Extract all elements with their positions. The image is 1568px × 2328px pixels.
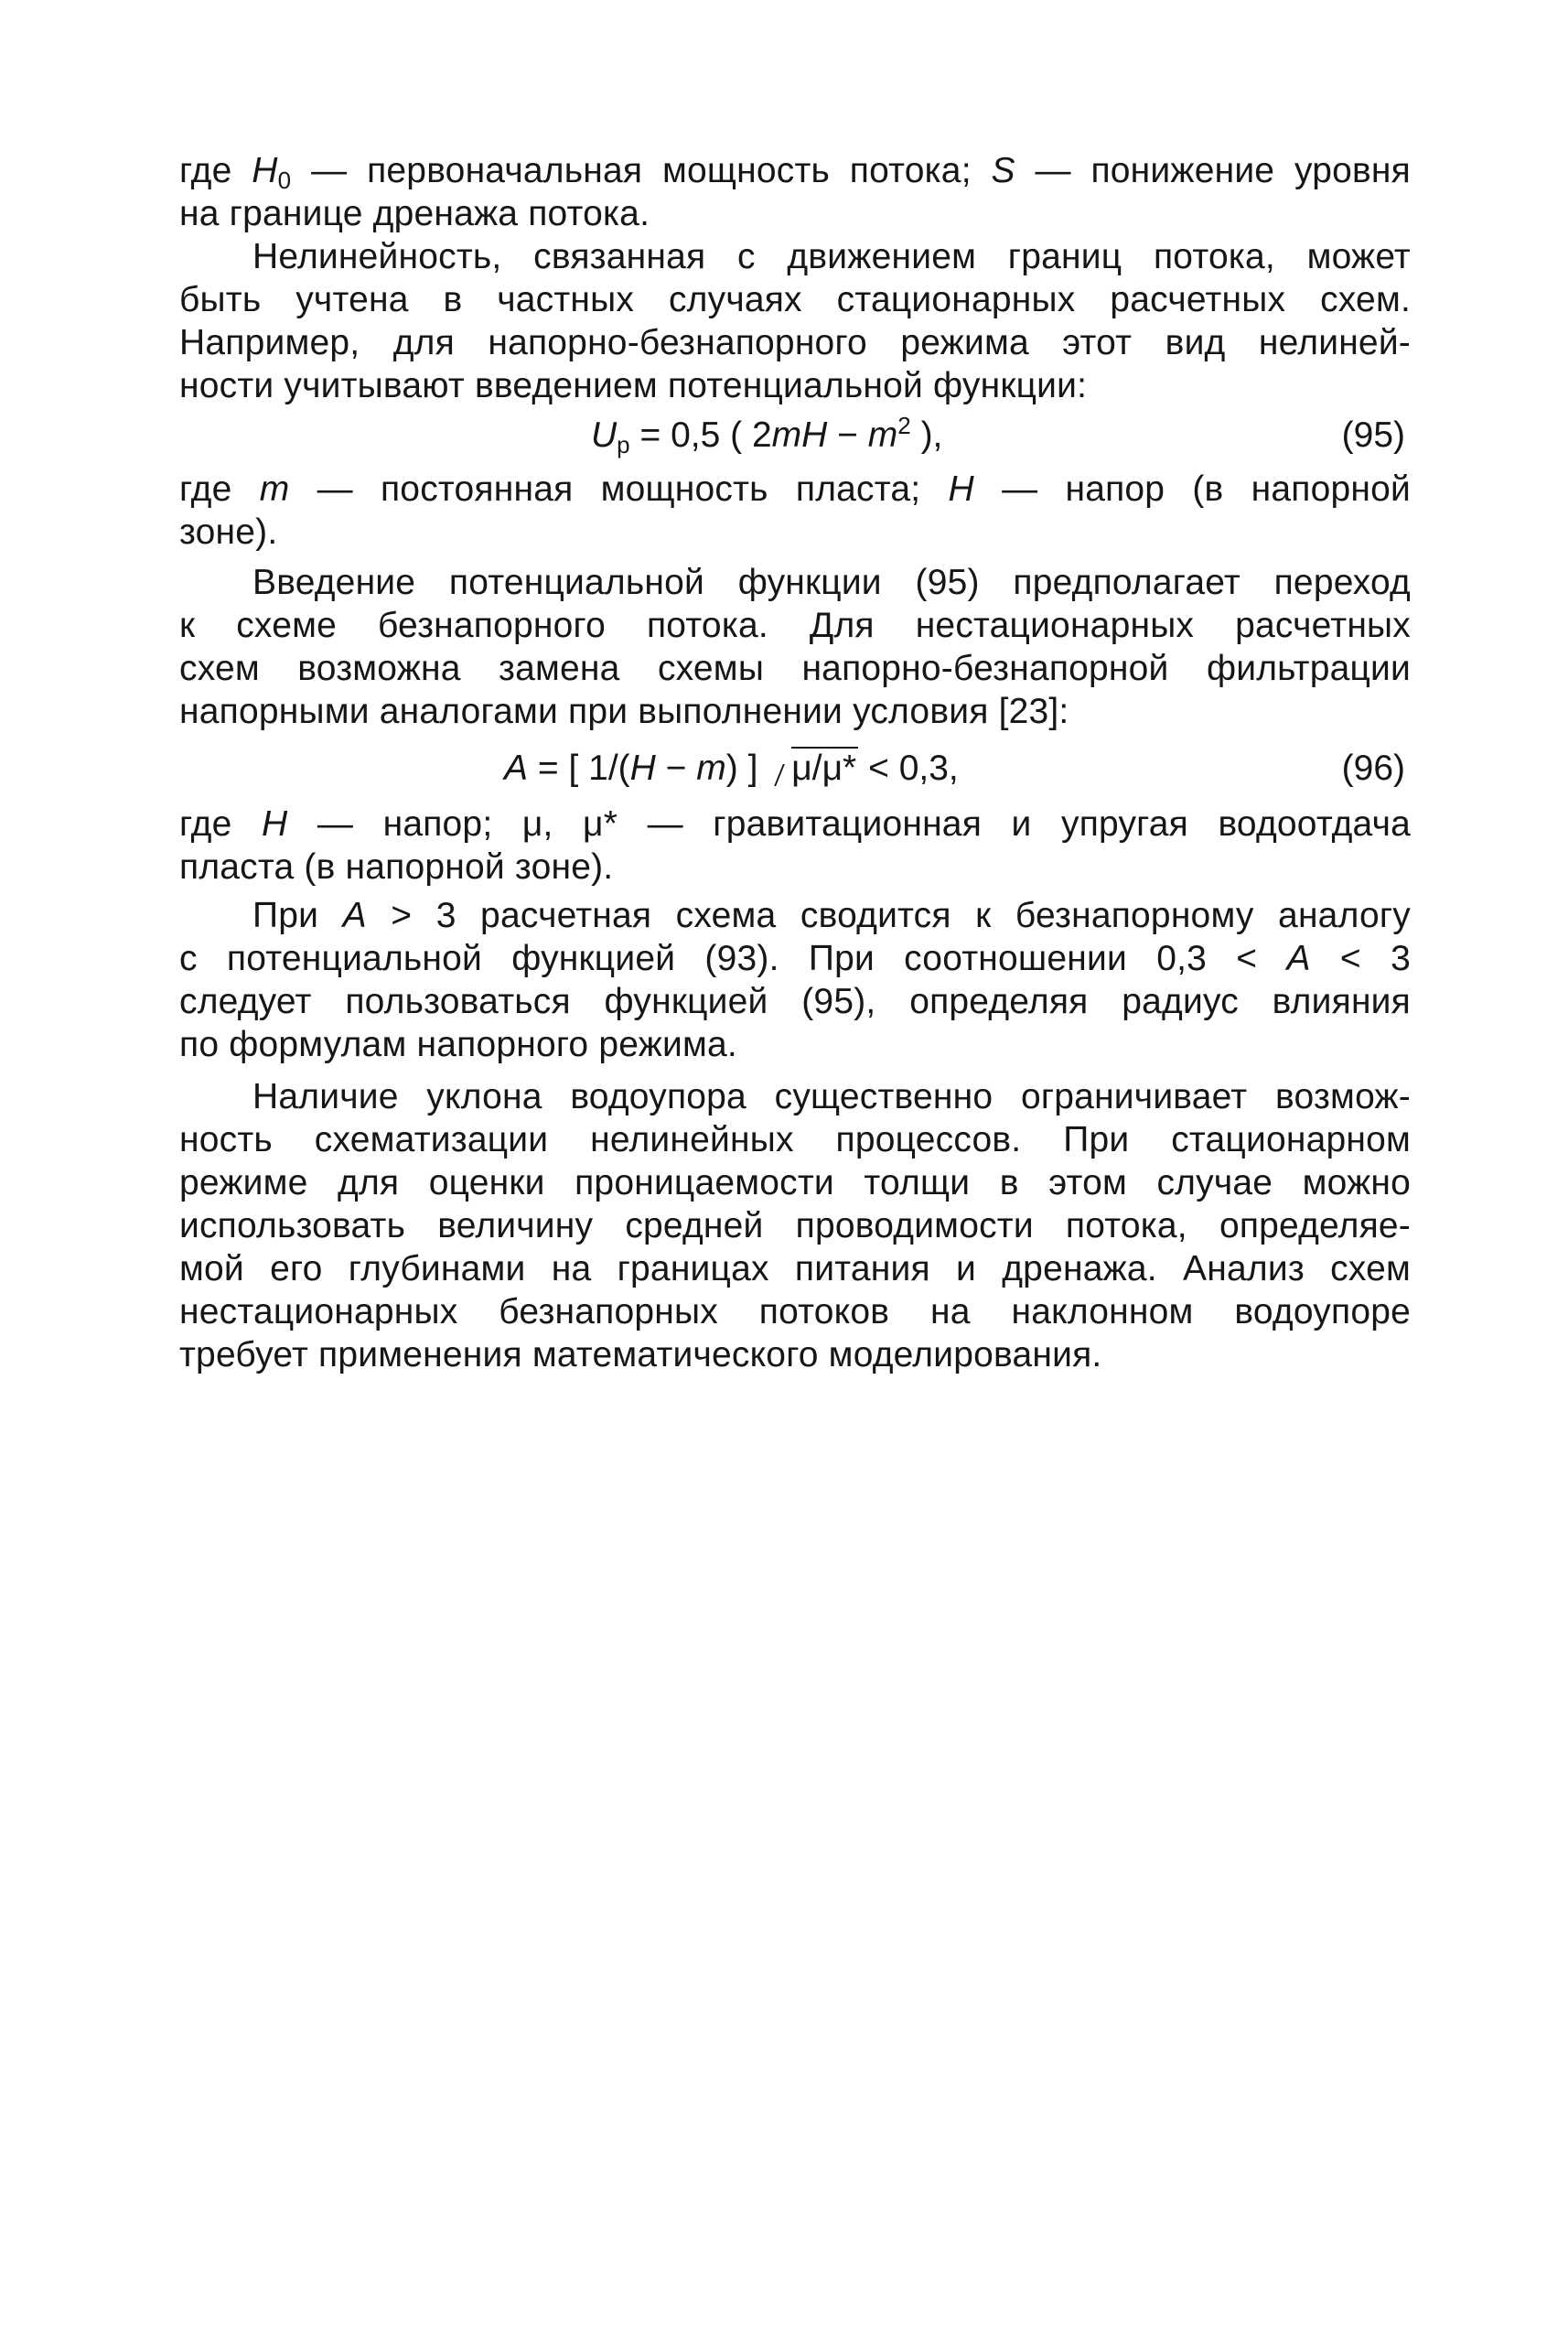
- paragraph-2-line-1: Нелинейность, связанная с движением границ потока, может: [252, 237, 1411, 276]
- math-text: < 0,3,: [858, 749, 959, 788]
- paragraph-7-line-3: режиме для оценки проницаемости толщи в этом случае можно: [179, 1163, 1411, 1202]
- math-var: H: [252, 151, 278, 190]
- math-var: m: [259, 469, 290, 509]
- paragraph-4-line-4: напорными аналогами при выполнении условия [23]:: [179, 692, 1069, 731]
- text: — понижение уровня: [1015, 151, 1411, 190]
- paragraph-4-line-1: Введение потенциальной функции (95) предполагает переход: [252, 563, 1411, 602]
- math-subscript: р: [617, 431, 630, 458]
- radicand: μ/μ*: [791, 749, 857, 788]
- paragraph-4-line-2: к схеме безнапорного потока. Для нестационарных расчетных: [179, 606, 1411, 645]
- math-superscript: 2: [897, 412, 911, 439]
- formula-96: [179, 740, 1411, 797]
- text: — напор; μ, μ* — гравитационная и упругая водоотдача: [287, 804, 1411, 844]
- paragraph-2-line-2: быть учтена в частных случаях стационарных расчетных схем.: [179, 280, 1411, 319]
- paragraph-6-line-2: [179, 937, 1411, 980]
- math-subscript: 0: [277, 167, 292, 194]
- equation-number-95: (95): [1341, 415, 1405, 455]
- math-var: H: [262, 804, 288, 844]
- document-page: [179, 149, 1411, 1376]
- paragraph-7-line-5: мой его глубинами на границах питания и дренажа. Анализ схем: [179, 1249, 1411, 1288]
- paragraph-2-line-3: Например, для напорно-безнапорного режима этот вид нелиней-: [179, 323, 1411, 362]
- math-var: m: [696, 749, 726, 788]
- math-var: S: [991, 151, 1015, 190]
- square-root: [768, 740, 858, 797]
- formula-96-expression: [504, 740, 959, 797]
- math-text: = 0,5 ( 2: [629, 415, 772, 455]
- text: с потенциальной функцией (93). При соотношении 0,3 <: [179, 939, 1287, 978]
- text: > 3 расчетная схема сводится к безнапорному аналогу: [366, 896, 1411, 935]
- paragraph-1-line-1: [179, 149, 1411, 192]
- paragraph-4-line-3: схем возможна замена схемы напорно-безнапорной фильтрации: [179, 649, 1411, 688]
- paragraph-5-line-1: [179, 803, 1411, 846]
- text: — напор (в напорной: [973, 469, 1412, 509]
- paragraph-7-line-4: использовать величину средней проводимости потока, определяе-: [179, 1206, 1411, 1245]
- formula-95: [179, 407, 1411, 464]
- math-var: m: [867, 415, 898, 455]
- text: где: [179, 804, 263, 844]
- paragraph-5-line-2: пласта (в напорной зоне).: [179, 847, 614, 887]
- paragraph-1-line-2: на границе дренажа потока.: [179, 194, 650, 233]
- math-var: A: [342, 896, 367, 935]
- paragraph-6-line-3: следует пользоваться функцией (95), определяя радиус влияния: [179, 982, 1411, 1021]
- text: — первоначальная мощность потока;: [291, 151, 992, 190]
- math-var: A: [504, 749, 529, 788]
- paragraph-7-line-7: требует применения математического моделирования.: [179, 1335, 1102, 1374]
- math-var: mH: [771, 415, 828, 455]
- text: — постоянная мощность пласта;: [289, 469, 949, 509]
- paragraph-6-line-4: по формулам напорного режима.: [179, 1025, 737, 1064]
- math-text: −: [655, 749, 697, 788]
- math-var: A: [1286, 939, 1311, 978]
- text: При: [252, 896, 343, 935]
- text: где: [179, 151, 252, 190]
- paragraph-6-line-1: [179, 894, 1411, 937]
- text: где: [179, 469, 260, 509]
- math-var: H: [948, 469, 974, 509]
- math-text: = [ 1/(: [528, 749, 630, 788]
- paragraph-2-line-4: ности учитывают введением потенциальной функции:: [179, 366, 1088, 405]
- text: < 3: [1310, 939, 1411, 978]
- paragraph-7-line-6: нестационарных безнапорных потоков на наклонном водоупоре: [179, 1292, 1411, 1331]
- paragraph-7-line-2: ность схематизации нелинейных процессов. При стационарном: [179, 1120, 1411, 1159]
- math-text: −: [827, 415, 868, 455]
- equation-number-96: (96): [1341, 749, 1405, 788]
- math-text: ) ]: [725, 749, 768, 788]
- paragraph-3-line-2: зоне).: [179, 512, 278, 552]
- math-var: H: [629, 749, 656, 788]
- formula-95-expression: [591, 407, 942, 464]
- paragraph-3-line-1: [179, 468, 1411, 511]
- paragraph-7-line-1: Наличие уклона водоупора существенно ограничивает возмож-: [252, 1077, 1411, 1116]
- math-text: ),: [910, 415, 943, 455]
- math-var: U: [591, 415, 618, 455]
